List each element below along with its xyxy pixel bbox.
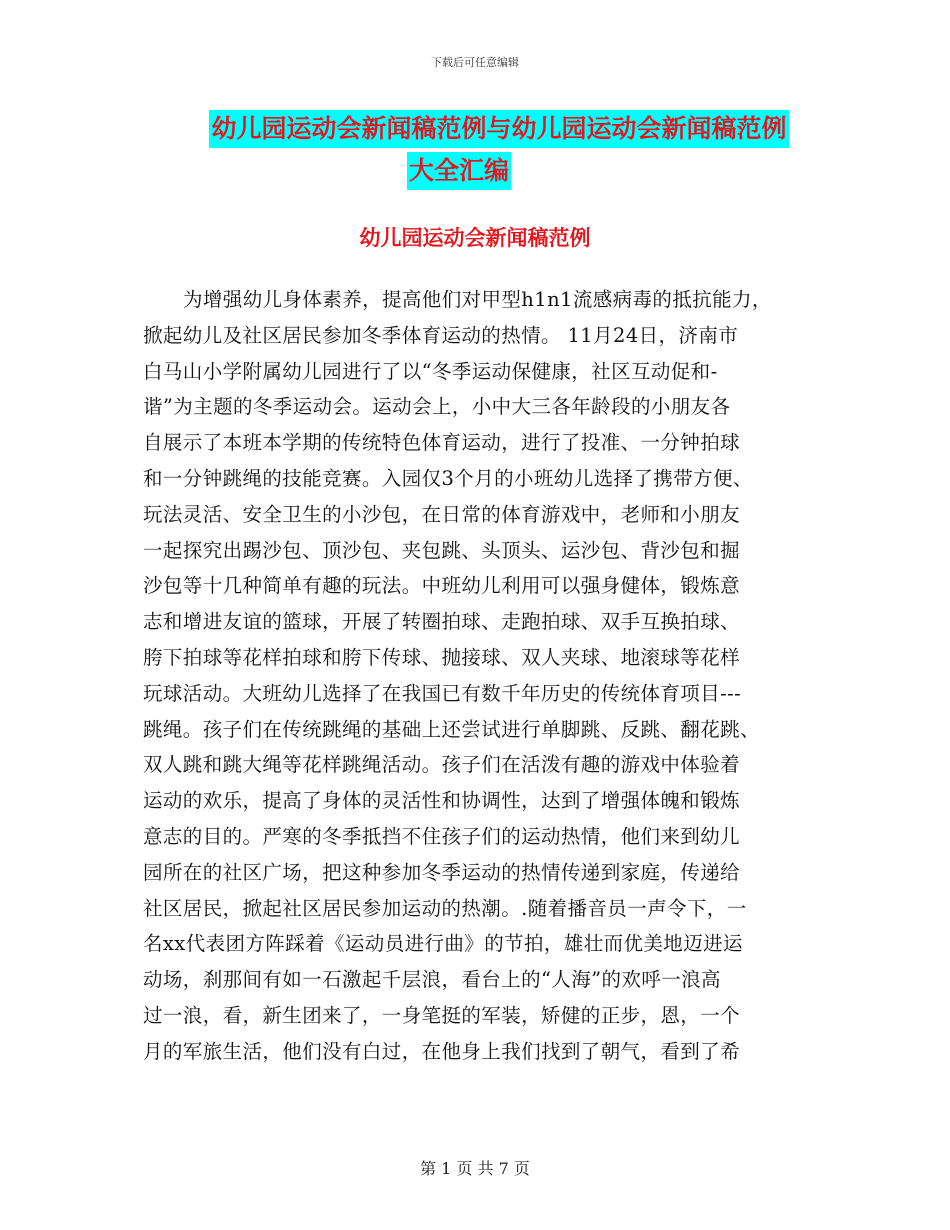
- section-title: 幼儿园运动会新闻稿范例: [359, 226, 591, 250]
- text-line: 胯下拍球等花样拍球和胯下传球、抛接球、双人夹球、地滚球等花样: [143, 645, 741, 669]
- body-text: [143, 282, 813, 1070]
- text-line: 玩法灵活、安全卫生的小沙包，在日常的体育游戏中，老师和小朋友: [143, 502, 741, 526]
- text-line: 白马山小学附属幼儿园进行了以“冬季运动保健康，社区互动促和-: [143, 359, 718, 383]
- text-line: 月的军旅生活，他们没有白过，在他身上我们找到了朝气，看到了希: [143, 1039, 741, 1063]
- text-line: 动场，刹那间有如一石激起千层浪，看台上的“人海”的欢呼一浪高: [143, 968, 721, 992]
- text-line: 一起探究出踢沙包、顶沙包、夹包跳、头顶头、运沙包、背沙包和掘: [143, 538, 741, 562]
- text-line: 跳绳。孩子们在传统跳绳的基础上还尝试进行单脚跳、反跳、翻花跳、: [143, 717, 760, 741]
- page-footer: 第 1 页 共 7 页: [420, 1159, 530, 1178]
- text-line: 过一浪，看，新生团来了，一身笔挺的军装，矫健的正步，恩，一个: [143, 1003, 741, 1027]
- text-line: 自展示了本班本学期的传统特色体育运动，进行了投准、一分钟拍球: [143, 431, 741, 455]
- text-line: 沙包等十几种简单有趣的玩法。中班幼儿利用可以强身健体，锻炼意: [143, 574, 741, 598]
- header-note: 下载后可任意编辑: [431, 56, 519, 69]
- text-line: 谐”为主题的冬季运动会。运动会上，小中大三各年龄段的小朋友各: [143, 395, 731, 419]
- text-line: 掀起幼儿及社区居民参加冬季体育运动的热情。 11月24日，济南市: [143, 323, 739, 347]
- text-line: 社区居民，掀起社区居民参加运动的热潮。.随着播音员一声令下，一: [143, 896, 747, 920]
- text-line: 和一分钟跳绳的技能竞赛。入园仅3个月的小班幼儿选择了携带方便、: [143, 466, 753, 490]
- text-line: 双人跳和跳大绳等花样跳绳活动。孩子们在活泼有趣的游戏中体验着: [143, 753, 741, 777]
- text-line: 志和增进友谊的篮球，开展了转圈拍球、走跑拍球、双手互换拍球、: [143, 610, 741, 634]
- text-line: 运动的欢乐，提高了身体的灵活性和协调性，达到了增强体魄和锻炼: [143, 789, 741, 813]
- document-title: [0, 110, 950, 190]
- text-line: 园所在的社区广场，把这种参加冬季运动的热情传递到家庭，传递给: [143, 860, 741, 884]
- title-line-2: 大全汇编: [407, 152, 511, 190]
- title-line-1: 幼儿园运动会新闻稿范例与幼儿园运动会新闻稿范例: [209, 110, 788, 148]
- text-line: 玩球活动。大班幼儿选择了在我国已有数千年历史的传统体育项目---: [143, 681, 742, 705]
- text-line: 意志的目的。严寒的冬季抵挡不住孩子们的运动热情，他们来到幼儿: [143, 824, 741, 848]
- text-line: 名xx代表团方阵踩着《运动员进行曲》的节拍，雄壮而优美地迈进运: [143, 932, 743, 956]
- text-line: 为增强幼儿身体素养，提高他们对甲型h1n1流感病毒的抵抗能力，: [183, 288, 772, 311]
